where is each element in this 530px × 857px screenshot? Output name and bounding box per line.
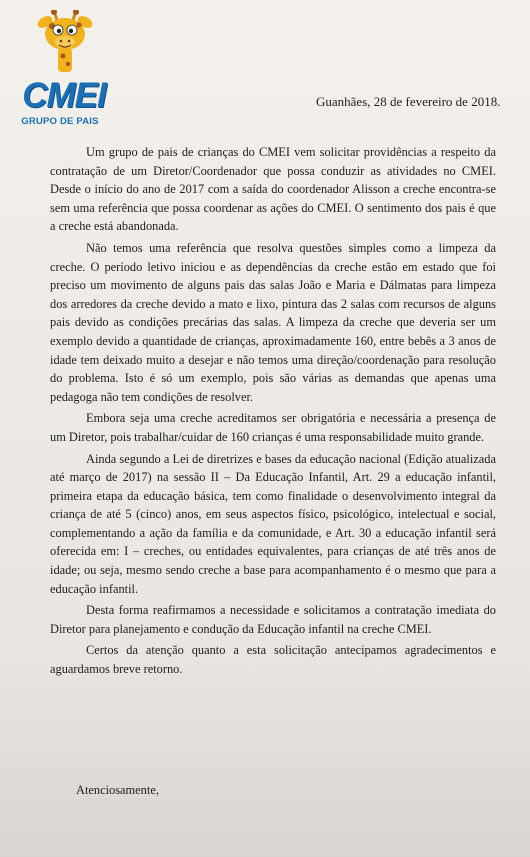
paragraph-law: Ainda segundo a Lei de diretrizes e bases da educação nacional (Edição atualizada até março de 2017) na sessão II – Da Educação Infantil, Art. 29 a educação infantil, primeira etapa da educação básica, tem como finalidade o desenvolvimento integral da criança de até 5 (cinco) anos, em seus aspectos físico, psicológico, intelectual e social, complementando a ação da família e da comunidade, e Art. 30 a educação infantil será oferecida em: I – creches, ou entidades equivalentes, para crianças de até três anos de idade; ou seja, mesmo sendo creche a base para acompanhamento é o mesmo que para a educação infantil. <box>50 451 496 596</box>
logo-subtitle: GRUPO DE PAIS <box>21 116 99 127</box>
paragraph-reaffirm: Desta forma reafirmamos a necessidade e solicitamos a contratação imediata do Diretor para planejamento e condução da Educação infantil na creche CMEI. <box>50 603 496 636</box>
paragraph-cleaning: Não temos uma referência que resolva questões simples como a limpeza da creche. O período letivo iniciou e as dependências da creche estão em estado que foi preciso um movimento de alguns pais das salas João e Maria e Dálmatas para limpeza dos arredores da creche devido a mato e lixo, pintura das 2 salas com recursos de alguns pais devido as condições precárias das salas. A limpeza da creche que deveria ser um exemplo devido a quantidade de crianças, aproximadamente 160, entre bebês a 3 anos de idade tem deixado muito a desejar e não temos uma direção/coordenação para resolução do problema. Isto é só um exemplo, pois são várias as demandas que apenas uma pedagoga não tem condições de resolver. <box>50 240 496 404</box>
paragraph-director: Embora seja uma creche acreditamos ser obrigatória e necessária a presença de um Diretor, pois trabalhar/cuidar de 160 crianças é uma responsabilidade muito grande. <box>50 411 496 444</box>
cmei-logo <box>8 10 120 127</box>
letter-closing: Atenciosamente, <box>76 783 159 797</box>
letter-body <box>50 143 496 682</box>
logo-brand-text: CMEI <box>22 76 106 115</box>
paragraph-thanks: Certos da atenção quanto a esta solicitação antecipamos agradecimentos e aguardamos breve retorno. <box>50 643 496 677</box>
letter-date: Guanhães, 28 de fevereiro de 2018. <box>316 94 501 109</box>
paragraph-request: Um grupo de pais de crianças do CMEI vem solicitar providências a respeito da contratação de um Diretor/Coordenador que possa conduzir as atividades no CMEI. Desde o início do ano de 2017 com a saída do coordenador Alisson a creche encontra-se sem uma referência que possa coordenar as ações do CMEI. O sentimento dos pais é que a creche está abandonada. <box>50 145 496 234</box>
